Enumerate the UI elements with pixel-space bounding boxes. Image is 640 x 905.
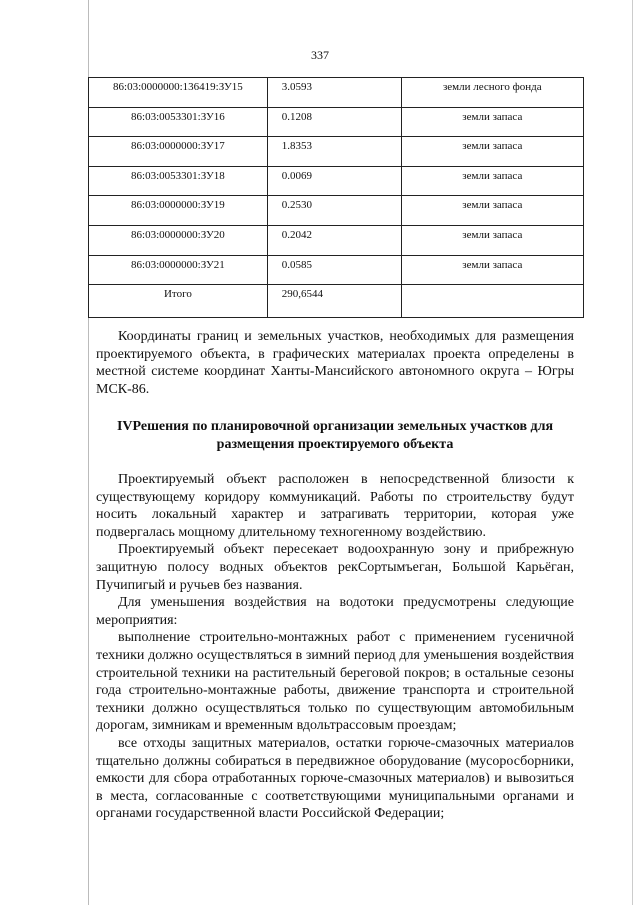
land-category-cell: земли запаса: [401, 225, 583, 255]
coordinates-paragraph: Координаты границ и земельных участков, необходимых для размещения проектируемого объекта, в графических материалах проекта определены в местной системе координат Ханты-Мансийского автономного округа – Югры МСК-86.: [96, 329, 574, 397]
total-label-cell: Итого: [89, 285, 268, 318]
body-paragraph: выполнение строительно-монтажных работ с применением гусеничной техники должно осуществляться в зимний период для уменьшения воздействия строительной техники на растительный береговой покров; в остальные сезоны года строительно-монтажные работы, движение транспорта и строительной техники должно осуществляться только по существующим автомобильным дорогам, зимникам и временным вдольтрассовым проездам;: [96, 630, 574, 734]
area-cell: 0.0069: [267, 166, 401, 196]
table-row: [89, 255, 584, 285]
body-paragraph: Проектируемый объект расположен в непосредственной близости к существующему коридору коммуникаций. Работы по строительству будут носить локальный характер и затрагивать территории, которая уже подвергалась мощному длительному техногенному воздействию.: [96, 472, 574, 540]
table-row: [89, 166, 584, 196]
cadastral-number-cell: 86:03:0000000:ЗУ20: [89, 225, 268, 255]
area-cell: 0.0585: [267, 255, 401, 285]
land-category-cell: земли лесного фонда: [401, 78, 583, 108]
land-category-cell: земли запаса: [401, 196, 583, 226]
section-heading: IVРешения по планировочной организации земельных участков для размещения проектируемого объекта: [116, 419, 554, 452]
area-cell: 0.1208: [267, 107, 401, 137]
cadastral-number-cell: 86:03:0053301:ЗУ16: [89, 107, 268, 137]
table-row: [89, 78, 584, 108]
table-row: [89, 137, 584, 167]
table-row: [89, 225, 584, 255]
land-category-cell: земли запаса: [401, 255, 583, 285]
total-area-cell: 290,6544: [267, 285, 401, 318]
cadastral-number-cell: 86:03:0000000:136419:ЗУ15: [89, 78, 268, 108]
area-cell: 1.8353: [267, 137, 401, 167]
area-cell: 3.0593: [267, 78, 401, 108]
page-number: 337: [311, 48, 329, 62]
cadastral-number-cell: 86:03:0053301:ЗУ18: [89, 166, 268, 196]
table-row: [89, 107, 584, 137]
body-text: [96, 471, 574, 823]
cadastral-number-cell: 86:03:0000000:ЗУ19: [89, 196, 268, 226]
body-paragraph: Для уменьшения воздействия на водотоки предусмотрены следующие мероприятия:: [96, 595, 574, 628]
table-total-row: [89, 285, 584, 318]
body-paragraph: все отходы защитных материалов, остатки горюче-смазочных материалов тщательно должны собираться в передвижное оборудование (мусоросборники, емкости для сбора отработанных горюче-смазочных материалов) и вывозиться в места, согласованные с соответствующими муниципальными органами и органами государственной власти Российской Федерации;: [96, 735, 574, 822]
total-empty-cell: [401, 285, 583, 318]
scan-edge-right: [632, 0, 633, 905]
area-cell: 0.2042: [267, 225, 401, 255]
body-paragraph: Проектируемый объект пересекает водоохранную зону и прибрежную защитную полосу водных объектов рекСортымъеган, Большой Карьёган, Пучипигый и ручьев без названия.: [96, 542, 574, 593]
land-category-cell: земли запаса: [401, 107, 583, 137]
cadastral-number-cell: 86:03:0000000:ЗУ21: [89, 255, 268, 285]
land-category-cell: земли запаса: [401, 137, 583, 167]
coordinates-paragraph-block: [96, 328, 574, 398]
land-plots-table: [88, 77, 584, 318]
land-category-cell: земли запаса: [401, 166, 583, 196]
cadastral-number-cell: 86:03:0000000:ЗУ17: [89, 137, 268, 167]
table-row: [89, 196, 584, 226]
area-cell: 0.2530: [267, 196, 401, 226]
